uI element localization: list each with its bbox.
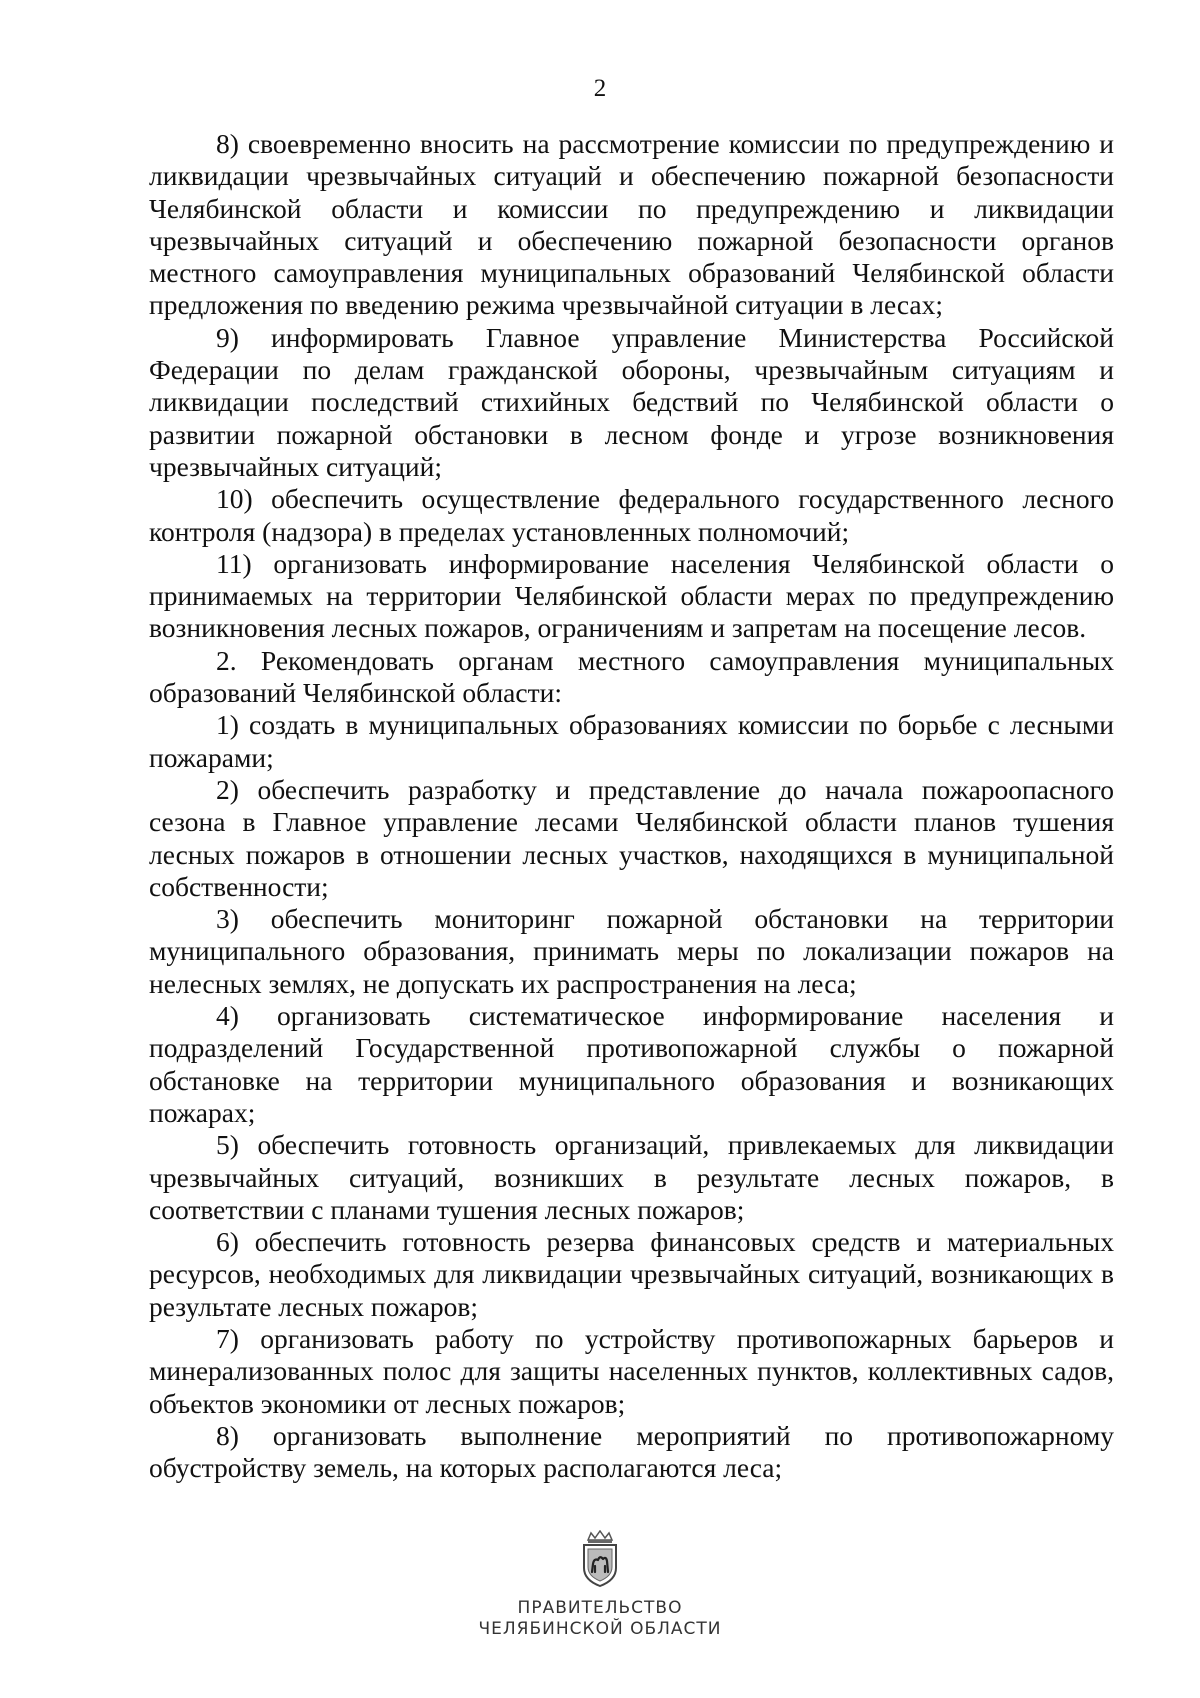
paragraph: 3) обеспечить мониторинг пожарной обстановки на территории муниципального образования, принимать меры по локализации пожаров на нелесных землях, не допускать их распространения на леса; [149, 903, 1114, 999]
paragraph: 10) обеспечить осуществление федерального государственного лесного контроля (надзора) в пределах установленных полномочий; [149, 483, 1114, 547]
paragraph: 8) организовать выполнение мероприятий по противопожарному обустройству земель, на которых располагаются леса; [149, 1419, 1114, 1484]
paragraph: 2) обеспечить разработку и представление до начала пожароопасного сезона в Главное управление лесами Челябинской области планов тушения лесных пожаров в отношении лесных участков, находящихся в муниципальной собственности; [149, 773, 1114, 902]
paragraph: 5) обеспечить готовность организаций, привлекаемых для ликвидации чрезвычайных ситуаций, возникших в результате лесных пожаров, в соответствии с планами тушения лесных пожаров; [149, 1129, 1114, 1225]
paragraph: 1) создать в муниципальных образованиях комиссии по борьбе с лесными пожарами; [149, 709, 1114, 773]
paragraph: 11) организовать информирование населения Челябинской области о принимаемых на территории Челябинской области мерах по предупреждению возникновения лесных пожаров, ограничениям и запретам на посещение лесов. [149, 547, 1114, 644]
coat-of-arms-icon [575, 1530, 625, 1588]
footer-region-name: ЧЕЛЯБИНСКОЙ ОБЛАСТИ [478, 1619, 722, 1639]
paragraph: 9) информировать Главное управление Министерства Российской Федерации по делам гражданской обороны, чрезвычайным ситуациям и ликвидации последствий стихийных бедствий по Челябинской области о развитии пожарной обстановки в лесном фонде и угрозе возникновения чрезвычайных ситуаций; [149, 321, 1114, 482]
page-number: 2 [593, 75, 607, 102]
paragraph: 7) организовать работу по устройству противопожарных барьеров и минерализованных полос для защиты населенных пунктов, коллективных садов, объектов экономики от лесных пожаров; [149, 1322, 1114, 1419]
footer-org-name: ПРАВИТЕЛЬСТВО [517, 1598, 683, 1618]
document-body [149, 128, 1114, 1484]
government-footer [0, 1530, 1200, 1640]
paragraph: 6) обеспечить готовность резерва финансовых средств и материальных ресурсов, необходимых для ликвидации чрезвычайных ситуаций, возникающих в результате лесных пожаров; [149, 1226, 1114, 1322]
paragraph: 4) организовать систематическое информирование населения и подразделений Государственной противопожарной службы о пожарной обстановке на территории муниципального образования и возникающих пожарах; [149, 1000, 1114, 1128]
paragraph: 2. Рекомендовать органам местного самоуправления муниципальных образований Челябинской области: [149, 644, 1114, 709]
paragraph: 8) своевременно вносить на рассмотрение комиссии по предупреждению и ликвидации чрезвычайных ситуаций и обеспечению пожарной безопасности Челябинской области и комиссии по предупреждению и ликвидации чрезвычайных ситуаций и обеспечению пожарной безопасности органов местного самоуправления муниципальных образований Челябинской области предложения по введению режима чрезвычайной ситуации в лесах; [149, 128, 1114, 321]
